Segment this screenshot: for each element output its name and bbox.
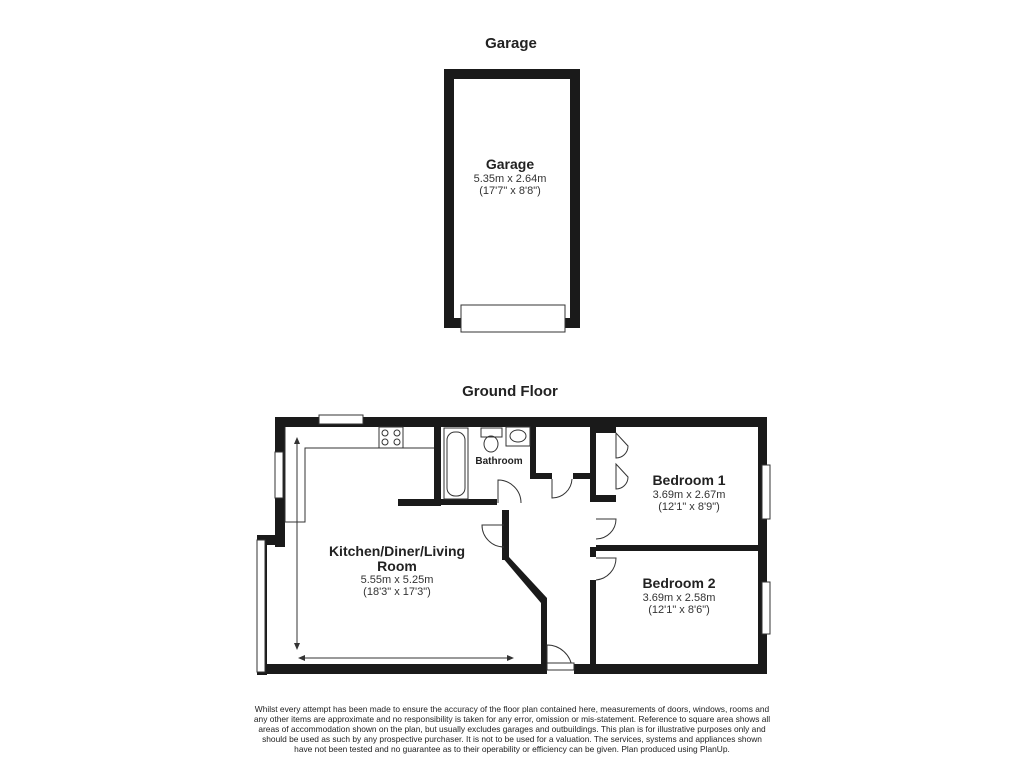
disclaimer-text: Whilst every attempt has been made to ensure the accuracy of the floor plan contained here, measurements of doors, windows, rooms and any other items are approximate and no responsibility is taken for any error, omission or mis-statement. Reference to square area shows all areas of accommodation shown on the plan, but usually excludes garages and outbuildings. This plan is for illustrative purposes only and should be used as such by any prospective purchaser. It is not to be used for a valuation. The services, systems and appliances shown have not been tested and no guarantee as to their operability or efficiency can be given. Plan produced using PlanUp. [253, 704, 771, 755]
arrow-up-icon [294, 437, 300, 444]
wall-bathroom-stub [398, 499, 441, 506]
door-kitchen [482, 525, 504, 547]
wall-right [758, 417, 767, 674]
window-bedroom1 [762, 465, 770, 519]
kitchen-name-line2: Room [377, 558, 417, 574]
wall-bathroom-right [530, 427, 536, 479]
garage-wall-right [570, 69, 580, 328]
door-bedroom1 [596, 519, 616, 539]
wall-bottom-right [574, 664, 767, 674]
wall-bathroom-bottom [441, 499, 497, 505]
door-cupboard [552, 479, 572, 498]
wall-hall-left [502, 510, 509, 560]
bedroom2-dim-metric: 3.69m x 2.58m [642, 592, 716, 604]
bath-basin-icon [447, 432, 465, 496]
kitchen-dim-metric: 5.55m x 5.25m [360, 574, 434, 586]
wall-bathroom-left [434, 427, 441, 502]
ground-floor-heading: Ground Floor [462, 383, 558, 400]
garage-wall-bottom-right [564, 318, 580, 328]
hob-ring-icon [382, 439, 388, 445]
wall-bottom-left [257, 664, 547, 674]
wall-hall-stub [530, 473, 552, 479]
arrow-right-icon [507, 655, 514, 661]
hob-ring-icon [382, 430, 388, 436]
hob-icon [379, 427, 403, 448]
garage-name: Garage [485, 156, 535, 172]
garage-plan [444, 69, 580, 332]
door-bedroom2 [596, 558, 616, 580]
bathroom-name: Bathroom [475, 456, 523, 467]
arrow-left-icon [298, 655, 305, 661]
window-kitchen-top [319, 415, 363, 424]
garage-wall-bottom-left [444, 318, 462, 328]
garage-wall-top [444, 69, 580, 79]
kitchen-worktop [285, 427, 437, 522]
bedroom1-dim-metric: 3.69m x 2.67m [652, 489, 726, 501]
wall-hall-diagonal [502, 557, 547, 603]
wall-bedroom1-stub [596, 495, 616, 502]
wall-hall-lower-left [541, 598, 547, 668]
garage-wall-left [444, 69, 454, 328]
wall-hall-right-upper [590, 427, 596, 502]
front-door-threshold [547, 663, 574, 670]
wall-bedroom1-top-stub [596, 427, 616, 433]
garage-dim-imperial: (17'7" x 8'8") [479, 185, 541, 197]
hob-ring-icon [394, 430, 400, 436]
door-bathroom [498, 480, 521, 503]
garage-heading: Garage [485, 35, 537, 52]
arrow-down-icon [294, 643, 300, 650]
wall-hall-right-mid [590, 547, 596, 557]
garage-dim-metric: 5.35m x 2.64m [473, 173, 547, 185]
bedroom1-dim-imperial: (12'1" x 8'9") [658, 501, 720, 513]
wall-hall-right-lower [590, 580, 596, 670]
kitchen-name-line1: Kitchen/Diner/Living [328, 543, 466, 559]
window-kitchen-left [275, 452, 283, 498]
bedroom2-name: Bedroom 2 [642, 575, 716, 591]
kitchen-dim-imperial: (18'3" x 17'3") [363, 586, 431, 598]
basin-bowl-icon [510, 430, 526, 442]
hob-ring-icon [394, 439, 400, 445]
wardrobe-door-icon [616, 433, 628, 458]
wall-bedroom-divider [596, 545, 759, 551]
garage-door [461, 305, 565, 332]
bedroom2-dim-imperial: (12'1" x 8'6") [648, 604, 710, 616]
toilet-icon [484, 436, 498, 452]
bedroom1-name: Bedroom 1 [652, 472, 726, 488]
wardrobe-door-icon [616, 464, 628, 489]
wall-hall-stub-2 [573, 473, 590, 479]
window-bedroom2 [762, 582, 770, 634]
window-bay [257, 540, 265, 672]
